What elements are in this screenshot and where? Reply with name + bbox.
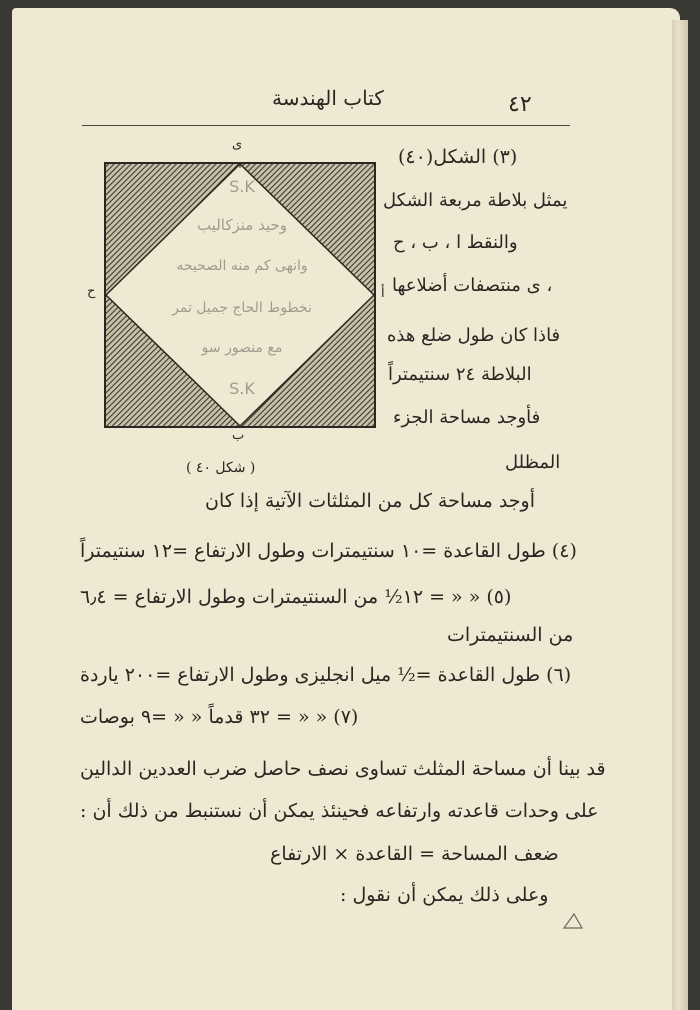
page-edge: [672, 20, 688, 1010]
handwriting-line-2: وانهى كم منه الصحيحه: [176, 258, 308, 274]
figure-caption: ( شكل ٤٠ ): [186, 460, 256, 476]
problem3-line-3: ، ى منتصفات أضلاعها: [392, 275, 553, 296]
page-number: ٤٢: [508, 92, 532, 117]
conclusion-line-4: وعلى ذلك يمكن أن نقول :: [340, 884, 549, 906]
problem3-line-4: فاذا كان طول ضلع هذه: [387, 325, 561, 346]
problem3-line-6: فأوجد مساحة الجزء: [393, 407, 541, 428]
header-rule: [82, 125, 570, 126]
exercise-6: (٦) طول القاعدة =½ ميل انجليزى وطول الارتفاع =٢٠٠ ياردة: [80, 664, 572, 686]
instruction-line: أوجد مساحة كل من المثلثات الآتية إذا كان: [205, 490, 535, 512]
handwriting-sk-bottom: S.K: [229, 379, 255, 398]
exercise-5: (٥) « « = ١٢½ من السنتيمترات وطول الارتفاع = ٦٫٤: [80, 586, 512, 608]
conclusion-line-1: قد بينا أن مساحة المثلث تساوى نصف حاصل ضرب العددين الدالين: [80, 758, 606, 780]
handwriting-line-1: وحيد منزكاليب: [196, 216, 288, 234]
problem3-line-7: المظلل: [505, 452, 561, 473]
square-tile-figure: [104, 162, 376, 428]
conclusion-line-3: ضعف المساحة = القاعدة × الارتفاع: [270, 843, 559, 865]
triangle-mark-icon: [562, 910, 584, 932]
exercise-4: (٤) طول القاعدة =١٠ سنتيمترات وطول الارتفاع =١٢ سنتيمتراً: [80, 540, 577, 562]
exercise-5-cont: من السنتيمترات: [447, 624, 574, 646]
problem3-line-2: والنقط ا ، ب ، ح: [393, 232, 518, 253]
figure-label-top: ى: [232, 137, 243, 152]
problem3-heading: (٣) الشكل(٤٠): [398, 146, 518, 168]
book-title: كتاب الهندسة: [272, 86, 384, 110]
problem3-line-1: يمثل بلاطة مربعة الشكل: [383, 190, 568, 211]
figure-label-bottom: ب: [232, 428, 245, 443]
problem3-line-5: البلاطة ٢٤ سنتيمتراً: [388, 364, 532, 385]
handwriting-sk-top: S.K: [229, 177, 255, 196]
handwriting-line-3: نخطوط الحاج جميل تمر: [172, 300, 312, 316]
figure-label-right: أ: [381, 286, 385, 301]
exercise-7: (٧) « « = ٣٢ قدماً « « =٩ بوصات: [80, 706, 359, 728]
figure-label-left: ح: [87, 284, 96, 299]
conclusion-line-2: على وحدات قاعدته وارتفاعه فحينئذ يمكن أن نستنبط من ذلك أن :: [80, 800, 599, 822]
handwriting-line-4: مع منصور سو: [201, 340, 283, 356]
